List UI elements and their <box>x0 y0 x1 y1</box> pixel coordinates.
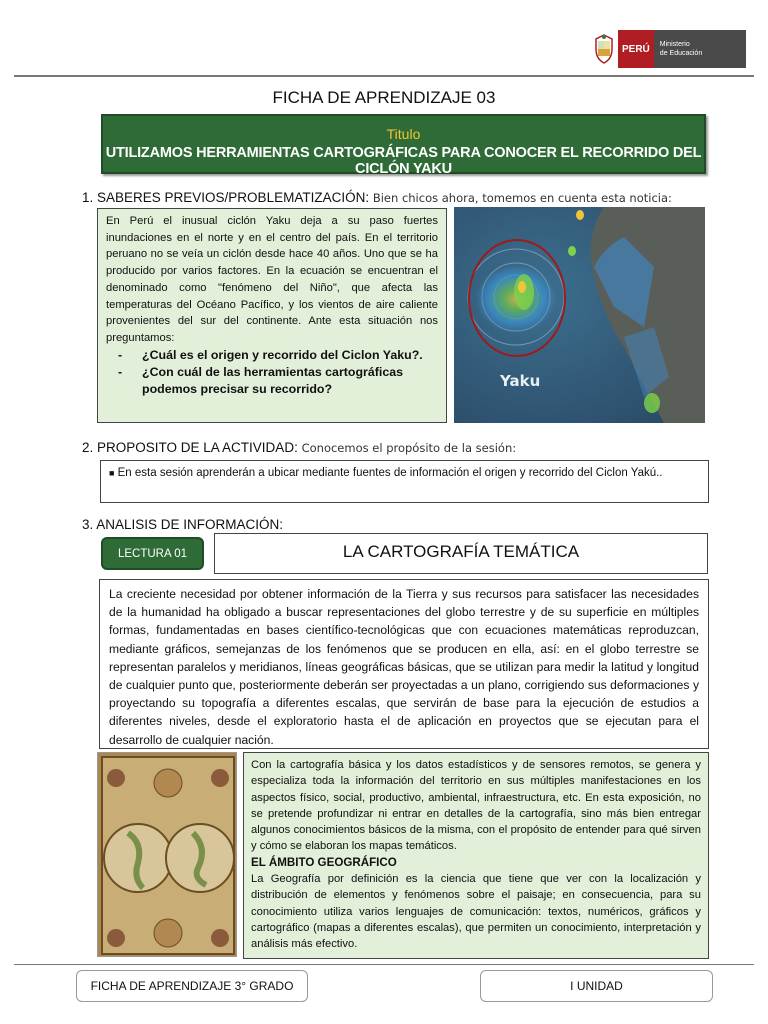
section1-subtitle: Bien chicos ahora, tomemos en cuenta esta noticia: <box>372 191 672 205</box>
question-item: - ¿Cuál es el origen y recorrido del Ciclon Yaku?. <box>116 347 438 364</box>
geo-heading: EL ÁMBITO GEOGRÁFICO <box>251 855 397 869</box>
purpose-box <box>100 460 709 503</box>
section2-heading <box>82 440 516 455</box>
geo-text1: Con la cartografía básica y los datos estadísticos y de sensores remotos, se genera y especializa toda la información del territorio en sus múltiples manifestaciones en los aspectos físico, social, productivo, ambiental, infraestructura, etc. En esta exposición, no se pretende profundizar ni entrar en detalles de la cartografía, sino más bien entregar algunos conocimientos básicos de la misma, con el propósito de entender para qué sirven y cómo se elaboran los mapas temáticos. <box>251 759 701 853</box>
section3-title: 3. ANALISIS DE INFORMACIÓN: <box>82 517 284 532</box>
banner-title: UTILIZAMOS HERRAMIENTAS CARTOGRÁFICAS PARA CONOCER EL RECORRIDO DEL CICLÓN YAKU <box>105 145 702 177</box>
question-item: - ¿Con cuál de las herramientas cartográficas podemos precisar su recorrido? <box>116 364 438 398</box>
bullet-icon: ■ <box>109 468 115 478</box>
cyclone-satellite-image <box>454 207 705 423</box>
logo-country: PERÚ <box>618 30 654 68</box>
geo-text2: La Geografía por definición es la ciencia que tiene que ver con la localización y distribución de elementos y fenómenos sobre el paisaje; en consecuencia, para su conocimiento utiliza varios lenguajes de comunicación: textos, numéricos, gráficos y cartográfico (mapas a diferentes escalas), que permiten un conocimiento, interpretación y análisis más efectivo. <box>251 873 701 951</box>
reading-text: La creciente necesidad por obtener información de la Tierra y sus recursos para satisfacer las necesidades de la humanidad ha obligado a buscar representaciones del globo terrestre y de su superficie en múltiples formas, fundamentadas en bases científico-tecnológicas que con ecuaciones matemáticas reproduzcan, mediante gráficos, semejanzas de los fenómenos que se producen en ella, así: en el globo terrestre se representan paralelos y meridianos, líneas geográficas básicas, que se utilizan para medir la latitud y longitud de cualquier punto que, posteriormente deberán ser proyectadas a un plano, corrigiendo sus deformaciones y proyectando su topografía a diferentes escalas, que servirán de base para la ejecución de estudios a diferentes niveles, desde el exploratorio hasta el de aplicación en proyectos que se ejecutan para el desarrollo de cualquier nación. <box>109 587 699 747</box>
logo-ministry-line1: Ministerio <box>659 41 690 48</box>
section1-title: 1. SABERES PREVIOS/PROBLEMATIZACIÓN: <box>82 190 370 205</box>
logo-ministry <box>654 30 746 68</box>
section3-heading <box>82 517 283 532</box>
purpose-text: En esta sesión aprenderán a ubicar mediante fuentes de información el origen y recorrido del Ciclon Yakú.. <box>117 467 663 479</box>
news-text: En Perú el inusual ciclón Yaku deja a su paso fuertes inundaciones en el norte y en el centro del país. En el territorio peruano no se veía un ciclón desde hace 40 años. Uno que se ha producido por varios factores. En la ecuación se encuentran el denominado como "fenómeno del Niño", que afecta las temperaturas del Océano Pacífico, y los vientos de aire caliente provenientes del sur del continente. Ante esta situación nos preguntamos: <box>106 215 438 344</box>
title-banner <box>101 114 706 177</box>
minedu-logo <box>590 30 746 68</box>
section2-title: 2. PROPOSITO DE LA ACTIVIDAD: <box>82 440 298 455</box>
antique-world-map-image <box>97 752 237 957</box>
banner-label: Titulo <box>386 126 421 142</box>
lectura-badge: LECTURA 01 <box>101 537 204 570</box>
section1-heading <box>82 190 672 205</box>
peru-coat-of-arms-icon <box>590 30 618 68</box>
footer-grade: FICHA DE APRENDIZAJE 3° GRADO <box>76 970 308 1002</box>
reading-box <box>99 579 709 749</box>
footer-unit: I UNIDAD <box>480 970 713 1002</box>
header-divider <box>14 75 754 77</box>
footer-divider <box>14 964 754 965</box>
news-box <box>97 208 447 423</box>
questions-list <box>116 347 438 398</box>
lectura-title: LA CARTOGRAFÍA TEMÁTICA <box>214 533 708 574</box>
logo-ministry-line2: de Educación <box>659 50 703 57</box>
document-title: FICHA DE APRENDIZAJE 03 <box>272 88 496 107</box>
section2-subtitle: Conocemos el propósito de la sesión: <box>301 441 517 455</box>
geography-box <box>243 752 709 959</box>
cyclone-label: Yaku <box>500 372 541 390</box>
